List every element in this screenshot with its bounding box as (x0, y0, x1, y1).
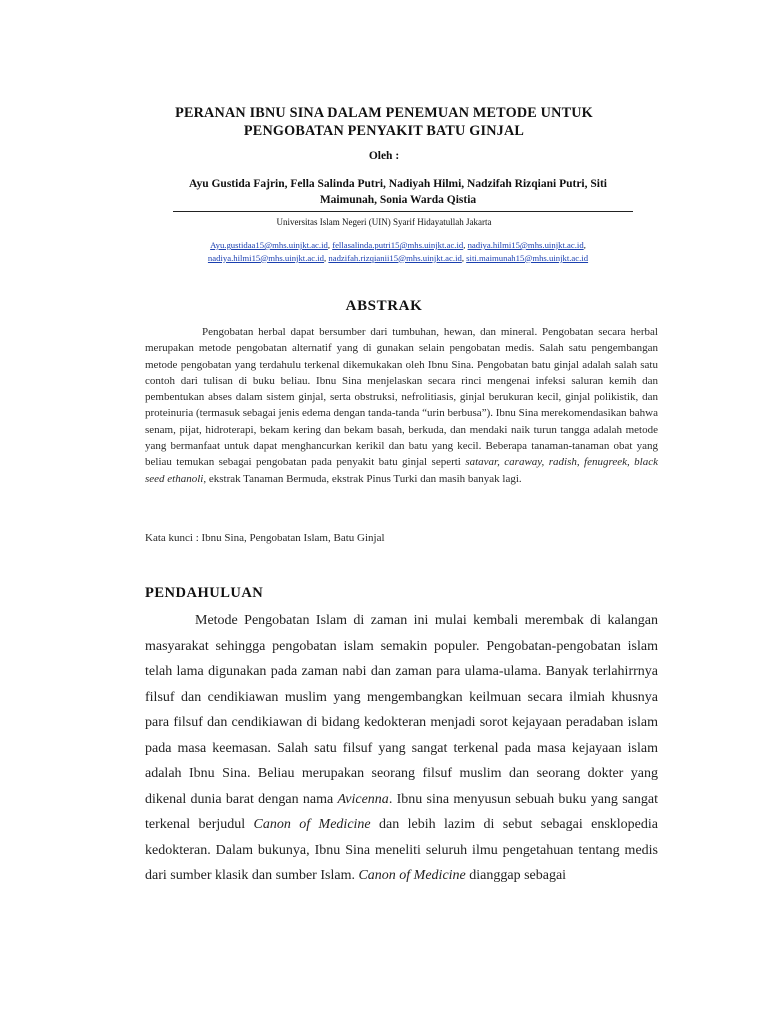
divider (173, 211, 633, 212)
abstract-text: Pengobatan herbal dapat bersumber dari tumbuhan, hewan, dan mineral. Pengobatan secara herbal merupakan metode pengobatan alternatif yang di gunakan selain pengobatan medis. Salah satu pengembangan metode pengobatan yang terdahulu terkenal dikemukakan oleh Ibnu Sina. Pengobatan batu ginjal adalah salah satu contoh dari tulisan di buku beliau. Ibnu Sina menjelaskan secara rinci mengenai infeksi saluran kemih dan pembentukan abses dalam sistem ginjal, serta obstruksi, nefrolitiasis, ginjal berukuran kecil, ginjal polikistik, dan proteinuria (termasuk sebagai jenis edema dengan tanda-tanda “urin berbusa”). Ibnu Sina merekomendasikan bahwa senam, pijat, hidroterapi, bekam kering dan bekam basah, berkuda, dan mendaki naik turun tangga adalah metode yang bermanfaat untuk dapat menghancurkan kerikil dan batu yang kecil. Beberapa tanaman-tanaman obat yang beliau temukan sebagai pengobatan pada penyakit batu ginjal seperti (145, 326, 658, 469)
section-heading: PENDAHULUAN (145, 585, 264, 601)
section-body (145, 608, 658, 889)
paper-title-line-1: PERANAN IBNU SINA DALAM PENEMUAN METODE UNTUK (175, 105, 593, 121)
email-link[interactable]: nadiya.hilmi15@mhs.uinjkt.ac.id (207, 252, 325, 263)
body-italic-term: Canon of Medicine (253, 817, 371, 832)
byline-label: Oleh : (368, 150, 400, 162)
email-link[interactable]: nadiya.hilmi15@mhs.uinjkt.ac.id (467, 240, 584, 250)
email-list: Ayu.gustidaa15@mhs.uinjkt.ac.id, fellasalinda.putri15@mhs.uinjkt.ac.id, nadiya.hilmi15@mhs.uinjkt.ac.id, nadiya.hilmi15@mhs.uinjkt.ac.id, nadzifah.rizqianii15@mhs.uinjkt.ac.id, siti.maimunah15@mhs.uinjkt.ac.id (207, 240, 589, 263)
abstract-body (145, 324, 658, 487)
body-paragraph (145, 608, 658, 889)
affiliation: Universitas Islam Negeri (UIN) Syarif Hidayatullah Jakarta (276, 217, 492, 227)
author-line-1: Ayu Gustida Fajrin, Fella Salinda Putri, Nadiyah Hilmi, Nadzifah Rizqiani Putri, Siti (189, 178, 607, 190)
email-link[interactable]: siti.maimunah15@mhs.uinjkt.ac.id (466, 252, 589, 263)
abstract-paragraph (145, 324, 658, 487)
keywords: Kata kunci : Ibnu Sina, Pengobatan Islam, Batu Ginjal (145, 532, 385, 544)
body-italic-term: Canon of Medicine (358, 868, 466, 883)
email-link[interactable]: Ayu.gustidaa15@mhs.uinjkt.ac.id (210, 240, 328, 250)
email-link[interactable]: fellasalinda.putri15@mhs.uinjkt.ac.id (332, 240, 464, 250)
body-italic-term: Avicenna (337, 791, 389, 807)
body-text: Metode Pengobatan Islam di zaman ini mulai kembali merembak di kalangan masyarakat sehingga pengobatan islam semakin populer. Pengobatan-pengobatan islam telah lama digunakan pada zaman nabi dan zaman para ulama-ulama. Banyak terlahirrnya filsuf dan cendikiawan muslim yang mengembangkan keilmuan secara ilmiah khusnya para filsuf dan cendikiawan di bidang kedokteran menjadi sorot kejayaan peradaban islam pada masa keemasan. Salah satu filsuf yang sangat terkenal pada masa kejayaan islam adalah Ibnu Sina. Beliau merupakan seorang filsuf muslim dan seorang dokter yang dikenal dunia barat dengan nama (145, 613, 658, 807)
abstract-heading: ABSTRAK (345, 298, 423, 314)
body-text: dianggap sebagai (465, 868, 567, 883)
author-line-2: Maimunah, Sonia Warda Qistia (319, 194, 477, 206)
paper-title-line-2: PENGOBATAN PENYAKIT BATU GINJAL (243, 123, 525, 139)
abstract-text-end: , ekstrak Tanaman Bermuda, ekstrak Pinus Turki dan masih banyak lagi. (203, 472, 522, 485)
body-text: . Ibnu sina menyusun sebuah buku yang sangat terkenal berjudul (145, 791, 658, 832)
author-list (160, 176, 636, 208)
email-link[interactable]: nadzifah.rizqianii15@mhs.uinjkt.ac.id (328, 252, 462, 263)
abstract-italic-text: satavar, caraway, radish, fenugreek, black seed ethanoli (145, 456, 659, 485)
body-text: dan lebih lazim di sebut sebagai ensklopedia kedokteran. Dalam bukunya, Ibnu Sina meneliti seluruh ilmu pengetahuan tentang medis dari sumber klasik dan sumber Islam. (145, 817, 658, 883)
paper-title (120, 104, 648, 140)
